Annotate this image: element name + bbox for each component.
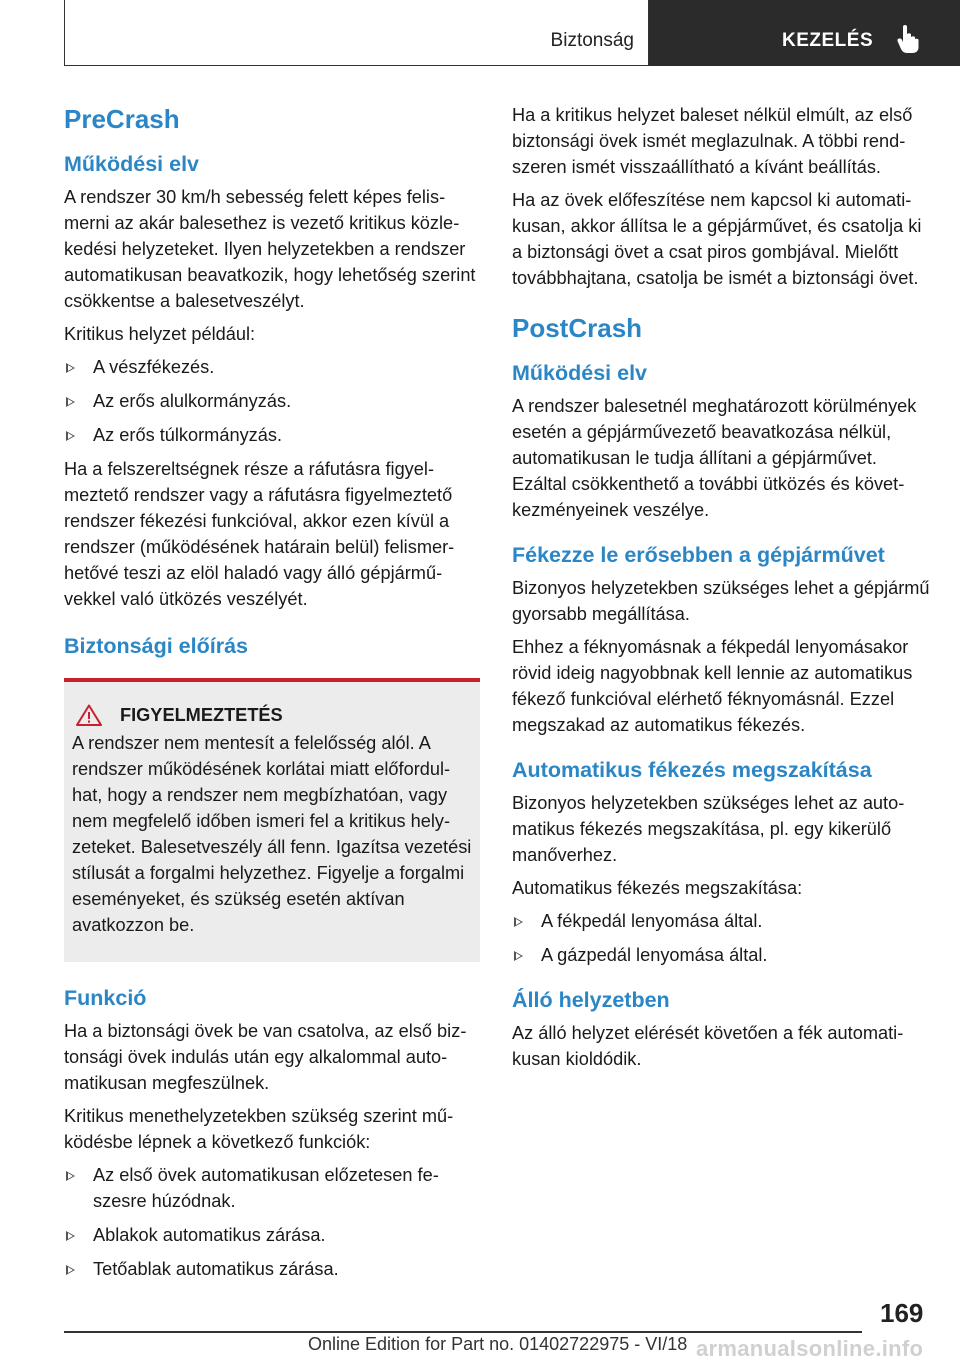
heading-mukodesi-elv: Működési elv [64, 152, 200, 176]
paragraph: A rendszer 30 km/h sebesség felett képes felismerni az akár balesethez is vezető kritikus közlekedési helyzeteket. Ilyen helyzetekben a rendszer automatikusan beavatkozik, hogy lehetőség szerint csökkentse a balesetveszélyt. [64, 187, 476, 311]
paragraph: Ehhez a féknyomásnak a fékpedál lenyomásakor rövid ideig nagyobbnak kell lennie az automatikus fékező funkcióval elérhető féknyomásnál. Ezzel megszakad az automatikus fékezés. [512, 637, 913, 735]
warning-text: A rendszer nem mentesít a felelősség alól. A rendszer működésének korlátai miatt előfordulhat, hogy a rendszer nem megbízhatóan, vagy nem megfelelő időben ismeri fel a kritikus helyzeteket. Balesetveszély áll fenn. Igazítsa vezetési stílusát a forgalmi helyzethez. Figyelje a forgalmi eseményeket, és szükség esetén aktívan avatkozzon be. [72, 733, 472, 935]
triangle-bullet-icon [514, 917, 523, 927]
header-chapter-label: KEZELÉS [782, 30, 874, 51]
hand-pointer-icon [896, 24, 920, 54]
header-frame [64, 0, 649, 66]
right-column [512, 102, 930, 1079]
footer-rule [64, 1331, 862, 1333]
list-item: A gázpedál lenyomása által. [512, 942, 930, 968]
heading-fekezze-le: Fékezze le erősebben a gépjárművet [512, 543, 885, 567]
warning-box [64, 678, 480, 962]
paragraph: Kritikus helyzet például: [64, 324, 256, 344]
header-section-title: Biztonság [550, 30, 634, 51]
left-column [64, 96, 480, 1290]
heading-automatikus-fekezes-megszakitasa: Automatikus fékezés megszakítása [512, 758, 872, 782]
bullet-list [64, 1162, 480, 1282]
list-item: A vészfékezés. [64, 354, 480, 380]
triangle-bullet-icon [66, 1265, 75, 1275]
watermark-site: armanualsonline.info [696, 1336, 924, 1361]
paragraph: Ha a biztonsági övek be van csatolva, az első biztonsági övek indulás után egy alkalommal automatikusan megfeszülnek. [64, 1021, 467, 1093]
triangle-bullet-icon [66, 397, 75, 407]
paragraph: Az álló helyzet elérését követően a fék automatikusan kioldódik. [512, 1023, 904, 1069]
heading-postcrash: PostCrash [512, 313, 643, 343]
list-item: A fékpedál lenyomása által. [512, 908, 930, 934]
warning-triangle-icon [76, 704, 102, 726]
list-item: Az erős túlkormányzás. [64, 422, 480, 448]
triangle-bullet-icon [66, 1171, 75, 1181]
triangle-bullet-icon [66, 363, 75, 373]
triangle-bullet-icon [514, 951, 523, 961]
paragraph: Automatikus fékezés megszakítása: [512, 878, 803, 898]
paragraph: Ha a felszereltségnek része a ráfutásra figyelmeztető rendszer vagy a ráfutásra figyelmeztető rendszer fékezési funkcióval, akkor ezen kívül a rendszer (működésének határain belül) felismerhetővé teszi az elöl haladó vagy álló gépjárművekkel való ütközés veszélyét. [64, 459, 455, 609]
heading-funkcio: Funkció [64, 986, 147, 1010]
heading-biztonsagi-eloiras: Biztonsági előírás [64, 634, 248, 658]
paragraph: Ha a kritikus helyzet baleset nélkül elmúlt, az első biztonsági övek ismét meglazulnak. A többi rendszeren ismét visszaállítható a kívánt beállítás. [512, 105, 913, 177]
triangle-bullet-icon [66, 1231, 75, 1241]
footer-edition: Online Edition for Part no. 01402722975 - VI/18 [308, 1334, 688, 1354]
warning-title: FIGYELMEZTETÉS [72, 704, 472, 726]
list-item: Az erős alulkormányzás. [64, 388, 480, 414]
paragraph: Kritikus menethelyzetekben szükség szerint működésbe lépnek a következő funkciók: [64, 1106, 454, 1152]
triangle-bullet-icon [66, 431, 75, 441]
bullet-list [64, 354, 480, 448]
paragraph: Bizonyos helyzetekben szükséges lehet az automatikus fékezés megszakítása, pl. egy kikerülő manőverhez. [512, 793, 905, 865]
paragraph: A rendszer balesetnél meghatározott körülmények esetén a gépjárművezető beavatkozása nélkül, automatikusan le tudja állítani a gépjárművet. Ezáltal csökkenthető a további ütközés és következményeinek veszélye. [512, 396, 917, 520]
heading-precrash: PreCrash [64, 104, 180, 134]
header-chapter-tab[interactable] [649, 0, 960, 66]
list-item: Ablakok automatikus zárása. [64, 1222, 480, 1248]
heading-allo-helyzetben: Álló helyzetben [512, 988, 670, 1012]
heading-mukodesi-elv: Működési elv [512, 361, 648, 385]
page-number: 169 [880, 1298, 924, 1328]
list-item: Tetőablak automatikus zárása. [64, 1256, 480, 1282]
list-item: Az első övek automatikusan előzetesen feszesre húzódnak. [64, 1162, 480, 1214]
paragraph: Bizonyos helyzetekben szükséges lehet a gépjármű gyorsabb megállítása. [512, 578, 930, 624]
bullet-list [512, 908, 930, 968]
paragraph: Ha az övek előfeszítése nem kapcsol ki automatikusan, akkor állítsa le a gépjárművet, és csatolja ki a biztonsági övet a csat piros gombjával. Mielőtt továbbhajtana, csatolja be ismét a biztonsági övet. [512, 190, 922, 288]
